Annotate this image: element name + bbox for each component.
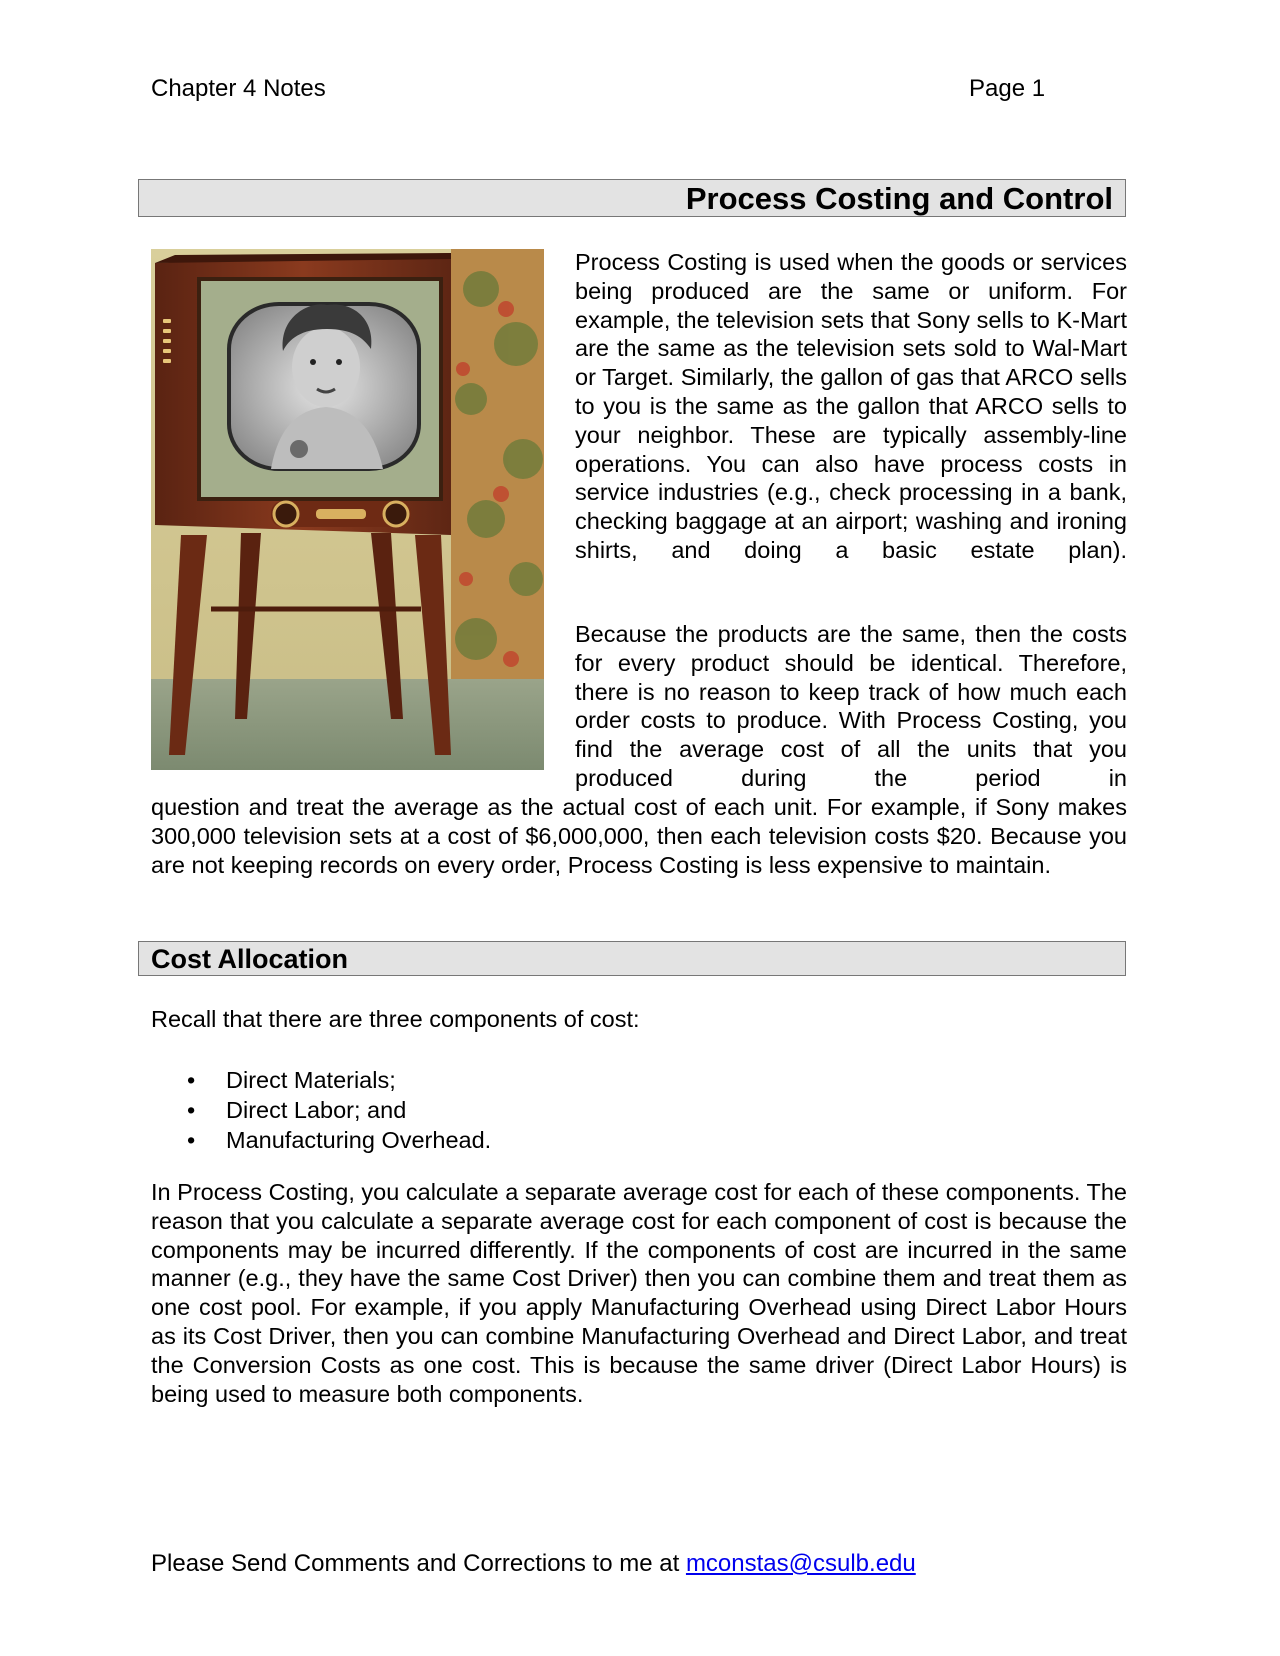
section-heading: Cost Allocation <box>151 944 349 974</box>
email-link[interactable]: mconstas@csulb.edu <box>685 1550 916 1577</box>
bullet-marker: • <box>187 1067 196 1093</box>
cost-components-lead: Recall that there are three components of cost: <box>151 1006 640 1032</box>
intro-paragraph-2-wrapped: Because the products are the same, then the costs for every product should be identical. Therefore, there is no reason to keep track of how much each order costs to produce. With Process Costing, you find the average cost of all the units that you produced during the period in <box>575 621 1127 791</box>
intro-paragraph-2-continued: question and treat the average as the actual cost of each unit. For example, if Sony makes 300,000 television sets at a cost of $6,000,000, then each television costs $20. Because you are not keeping records on every order, Process Costing is less expensive to maintain. <box>151 794 1127 878</box>
footer-text: Please Send Comments and Corrections to me at <box>151 1550 686 1577</box>
cost-components-list <box>151 1065 491 1155</box>
process-costing-paragraph: In Process Costing, you calculate a separate average cost for each of these components. The reason that you calculate a separate average cost for each component of cost is because the components may be incurred differently. If the components of cost are incurred in the same manner (e.g., they have the same Cost Driver) then you can combine them and treat them as one cost pool. For example, if you apply Manufacturing Overhead using Direct Labor Hours as its Cost Driver, then you can combine Manufacturing Overhead and Direct Labor, and treat the Conversion Costs as one cost. This is because the same driver (Direct Labor Hours) is being used to measure both components. <box>151 1179 1127 1407</box>
chapter-label: Chapter 4 Notes <box>151 75 326 102</box>
television-illustration <box>151 249 544 770</box>
bullet-marker: • <box>187 1127 196 1153</box>
list-item: • Direct Materials; <box>187 1067 396 1093</box>
page-number: Page 1 <box>969 75 1046 102</box>
section-band-cost-allocation <box>138 941 1126 976</box>
list-item: • Manufacturing Overhead. <box>187 1127 492 1153</box>
intro-paragraph-1: Process Costing is used when the goods or services being produced are the same or uniform. For example, the television sets that Sony sells to K-Mart are the same as the television sets sold to Wal-Mart or Target. Similarly, the gallon of gas that ARCO sells to you is the same as the gallon that ARCO sells to your neighbor. These are typically assembly-line operations. You can also have process costs in service industries (e.g., check processing in a bank, checking baggage at an airport; washing and ironing shirts, and doing a basic estate plan). <box>575 249 1127 563</box>
title-band <box>138 179 1126 217</box>
page-title: Process Costing and Control <box>685 181 1113 216</box>
page-footer <box>151 1549 916 1579</box>
list-item: • Direct Labor; and <box>187 1097 407 1123</box>
bullet-marker: • <box>187 1097 196 1123</box>
